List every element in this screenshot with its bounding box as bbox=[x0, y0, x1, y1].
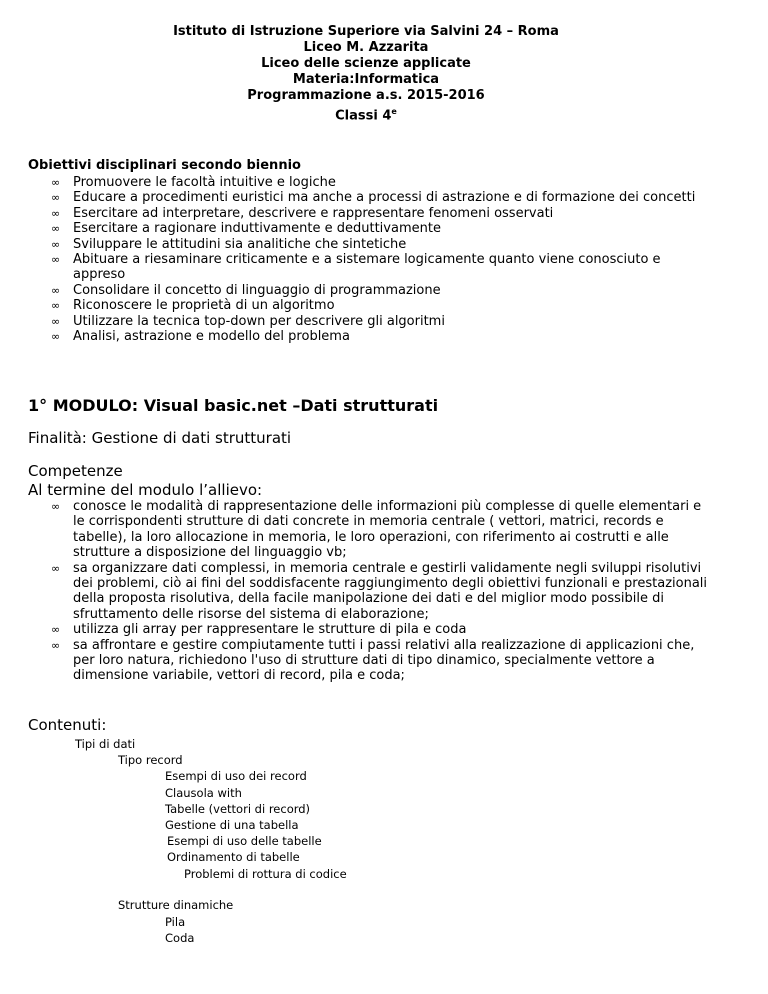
bullet-icon: ∞ bbox=[51, 283, 61, 297]
list-item bbox=[28, 329, 708, 344]
content-item: Problemi di rottura di codice bbox=[184, 867, 347, 881]
bullet-icon: ∞ bbox=[51, 314, 61, 328]
content-item: Clausola with bbox=[165, 786, 242, 800]
list-item bbox=[28, 252, 708, 283]
liceo-name: Liceo M. Azzarita bbox=[303, 40, 429, 55]
content-item: Ordinamento di tabelle bbox=[167, 850, 300, 864]
contenuti-title: Contenuti: bbox=[28, 716, 107, 734]
list-item-text: conosce le modalità di rappresentazione delle informazioni più complesse di quelle elementari e le corrispondenti strutture di dati concrete in memoria centrale ( vettori, matrici, records e tabelle), la loro allocazione in memoria, le loro operazioni, con riferimento ai costrutti e alle strutture a disposizione del linguaggio vb; bbox=[73, 499, 702, 561]
school-name: Istituto di Istruzione Superiore via Salvini 24 – Roma bbox=[173, 24, 559, 39]
list-item bbox=[28, 206, 708, 221]
list-item-text: Promuovere le facoltà intuitive e logiche bbox=[73, 175, 336, 190]
list-item-text: Utilizzare la tecnica top-down per descrivere gli algoritmi bbox=[73, 313, 445, 329]
competenze-list bbox=[28, 499, 708, 684]
list-item bbox=[28, 190, 708, 205]
list-item-text: utilizza gli array per rappresentare le strutture di pila e coda bbox=[73, 622, 467, 638]
list-item-text: Consolidare il concetto di linguaggio di programmazione bbox=[73, 282, 441, 298]
classes: Classi 4e bbox=[335, 107, 397, 124]
list-item bbox=[28, 499, 708, 561]
list-item-text: Educare a procedimenti euristici ma anche a processi di astrazione e di formazione dei concetti bbox=[73, 190, 696, 206]
bullet-icon: ∞ bbox=[51, 500, 61, 513]
content-item: Tabelle (vettori di record) bbox=[165, 802, 311, 816]
list-item-text: sa affrontare e gestire compiutamente tutti i passi relativi alla realizzazione di applicazioni che, per loro natura, richiedono l'uso di strutture dati di tipo dinamico, specialmente vettore a dimensione variabile, vettori di record, pila e coda; bbox=[73, 637, 695, 684]
bullet-icon: ∞ bbox=[51, 237, 61, 251]
content-item: Strutture dinamiche bbox=[118, 898, 234, 912]
liceo-type: Liceo delle scienze applicate bbox=[261, 56, 471, 71]
list-item bbox=[28, 237, 708, 252]
list-item-text: sa organizzare dati complessi, in memoria centrale e gestirli validamente negli sviluppi risolutivi dei problemi, ciò ai fini del soddisfacente raggiungimento degli obiettivi funzionali e prestazionali della proposta risolutiva, della facile manipolazione dei dati e del miglior modo possibile di sfruttamento delle risorse del sistema di elaborazione; bbox=[73, 560, 708, 622]
content-item: Esempi di uso delle tabelle bbox=[167, 834, 322, 848]
bullet-icon: ∞ bbox=[51, 330, 61, 344]
objectives-list bbox=[28, 175, 708, 344]
content-item: Tipo record bbox=[118, 753, 183, 767]
subject: Materia:Informatica bbox=[292, 72, 440, 87]
list-item-text: Sviluppare le attitudini sia analitiche che sintetiche bbox=[73, 236, 407, 252]
bullet-icon: ∞ bbox=[51, 561, 61, 575]
module-finalita: Finalità: Gestione di dati strutturati bbox=[28, 429, 292, 447]
module-title: 1° MODULO: Visual basic.net –Dati strutturati bbox=[28, 396, 439, 415]
list-item-text: Analisi, astrazione e modello del problema bbox=[73, 329, 350, 345]
bullet-icon: ∞ bbox=[51, 253, 61, 267]
list-item-text: Abituare a riesaminare criticamente e a sistemare logicamente quanto viene conosciuto e appreso bbox=[73, 252, 661, 283]
list-item bbox=[28, 221, 708, 236]
bullet-icon: ∞ bbox=[51, 222, 61, 236]
list-item bbox=[28, 622, 708, 637]
bullet-icon: ∞ bbox=[51, 299, 61, 313]
bullet-icon: ∞ bbox=[51, 206, 61, 220]
competenze-heading: Competenze Al termine del modulo l’allievo: bbox=[28, 462, 263, 499]
list-item-text: Riconoscere le proprietà di un algoritmo bbox=[73, 298, 335, 314]
objectives-title: Obiettivi disciplinari secondo biennio bbox=[28, 158, 301, 173]
content-item: Coda bbox=[165, 931, 195, 945]
school-year: Programmazione a.s. 2015-2016 bbox=[247, 88, 485, 103]
list-item bbox=[28, 638, 708, 684]
content-item: Gestione di una tabella bbox=[165, 818, 299, 832]
content-item: Pila bbox=[165, 915, 186, 929]
bullet-icon: ∞ bbox=[51, 638, 61, 652]
bullet-icon: ∞ bbox=[51, 623, 61, 637]
document-header bbox=[0, 24, 732, 124]
list-item bbox=[28, 298, 708, 313]
list-item bbox=[28, 314, 708, 329]
list-item bbox=[28, 561, 708, 623]
list-item-text: Esercitare ad interpretare, descrivere e rappresentare fenomeni osservati bbox=[73, 205, 554, 221]
list-item bbox=[28, 283, 708, 298]
list-item-text: Esercitare a ragionare induttivamente e deduttivamente bbox=[73, 221, 441, 237]
content-item: Tipi di dati bbox=[75, 737, 136, 751]
bullet-icon: ∞ bbox=[51, 176, 61, 189]
list-item bbox=[28, 175, 708, 190]
content-item: Esempi di uso dei record bbox=[165, 769, 307, 783]
bullet-icon: ∞ bbox=[51, 191, 61, 205]
